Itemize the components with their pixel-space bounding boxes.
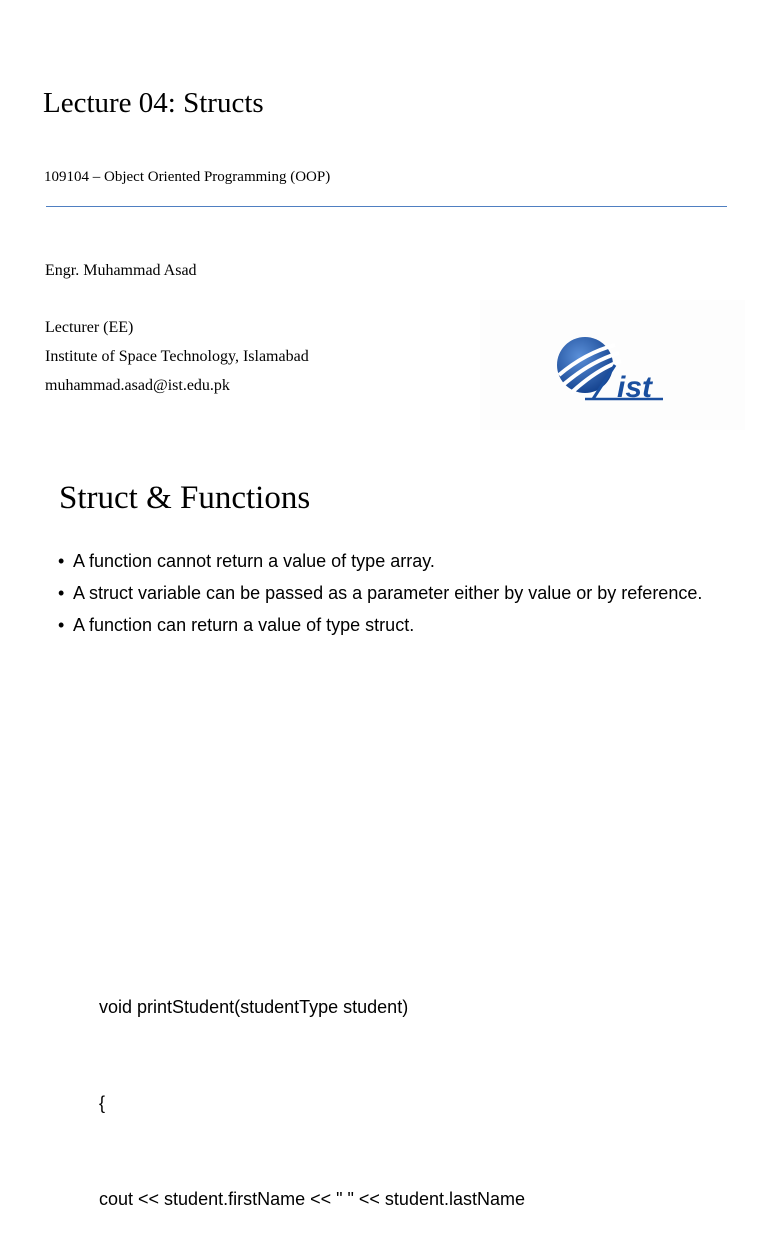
bullet-list — [58, 549, 748, 645]
instructor-institute: Institute of Space Technology, Islamabad — [45, 348, 309, 365]
code-line: cout << student.firstName << " " << student.lastName — [99, 1189, 526, 1209]
bullet-marker: • — [58, 551, 65, 571]
ist-logo-icon — [555, 335, 670, 405]
ist-logo-text: ist — [617, 371, 653, 404]
instructor-name: Engr. Muhammad Asad — [45, 262, 197, 279]
instructor-email: muhammad.asad@ist.edu.pk — [45, 377, 230, 394]
ist-logo — [480, 300, 745, 430]
bullet-item — [58, 613, 748, 637]
bullet-text: A function can return a value of type struct. — [73, 615, 415, 635]
instructor-role: Lecturer (EE) — [45, 319, 134, 336]
code-line: void printStudent(studentType student) — [99, 997, 409, 1017]
bullet-marker: • — [58, 615, 65, 635]
slide-title: Struct & Functions — [59, 480, 311, 516]
bullet-item — [58, 549, 748, 573]
lecture-title: Lecture 04: Structs — [43, 87, 264, 119]
course-subtitle: 109104 – Object Oriented Programming (OOP) — [44, 169, 331, 185]
code-snippet — [99, 927, 525, 1247]
code-line: { — [99, 1093, 106, 1113]
bullet-text: A function cannot return a value of type array. — [73, 551, 435, 571]
bullet-text: A struct variable can be passed as a parameter either by value or by reference. — [73, 583, 703, 603]
header-divider — [46, 206, 727, 207]
bullet-item — [58, 581, 748, 605]
bullet-marker: • — [58, 583, 65, 603]
